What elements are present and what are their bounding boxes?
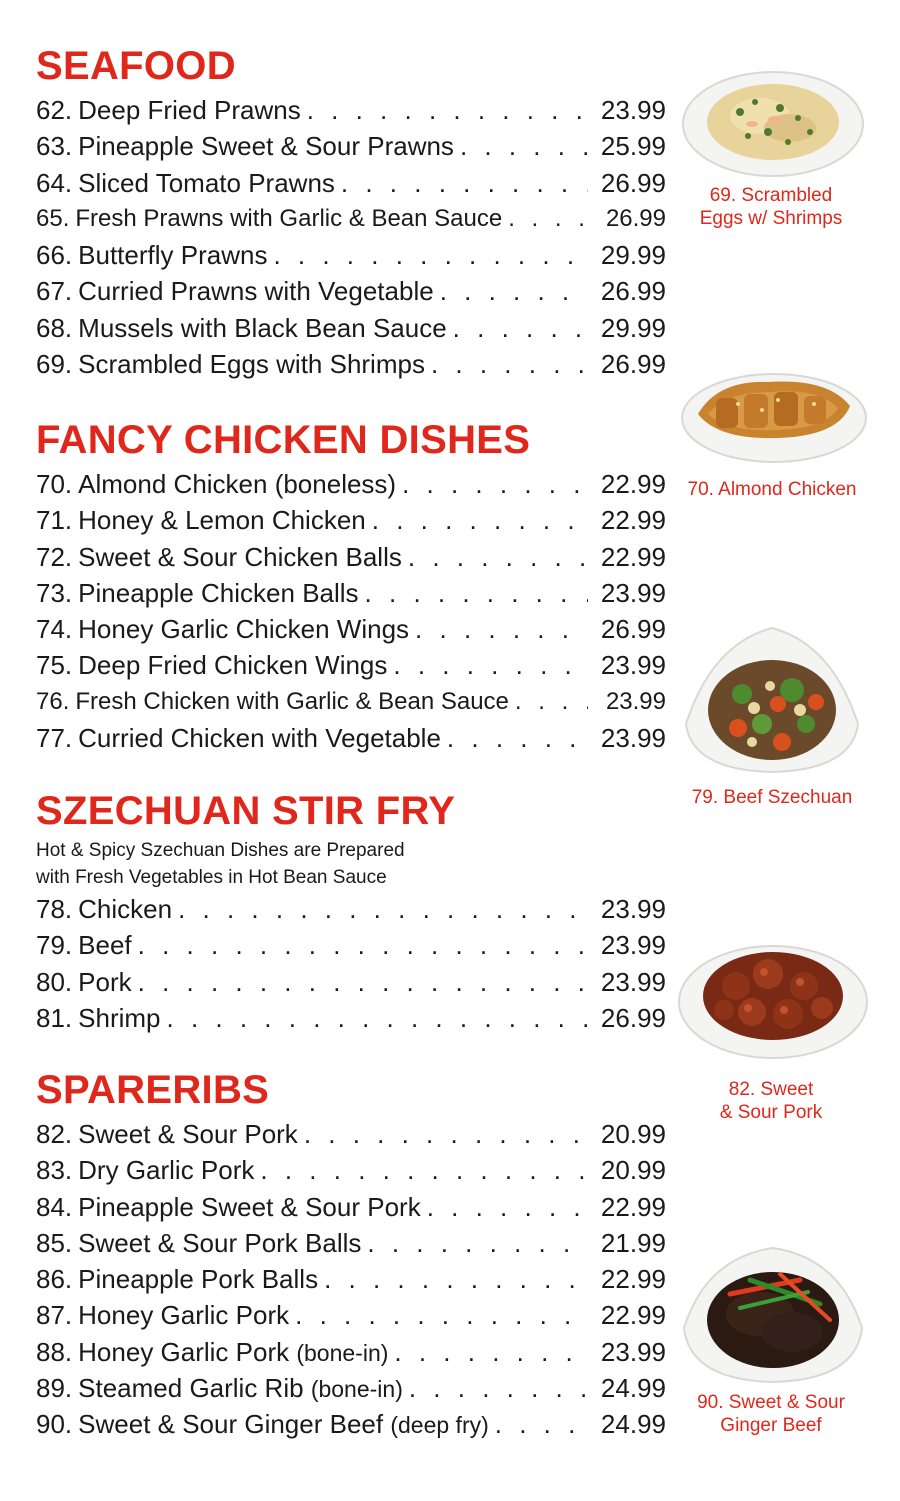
item-number: 82. <box>36 1119 73 1149</box>
menu-item <box>36 1000 666 1036</box>
item-price: 22.99 <box>600 505 666 536</box>
item-price: 29.99 <box>600 312 666 343</box>
item-number: 77. <box>36 723 73 754</box>
item-number: 85. <box>36 1227 73 1258</box>
section-seafood <box>36 40 666 382</box>
item-price: 23.99 <box>600 966 666 997</box>
menu-item <box>36 1334 666 1370</box>
item-note: (deep fry) <box>390 1412 489 1439</box>
item-price: 23.99 <box>600 930 666 961</box>
item-number: 63. <box>36 131 73 162</box>
photo-caption <box>671 1391 871 1437</box>
item-note: (bone-in) <box>296 1339 389 1366</box>
item-price: 22.99 <box>600 1264 666 1295</box>
item-name-text: Honey Garlic Pork <box>78 1300 290 1331</box>
item-name: Curried Chicken with Vegetable <box>78 723 441 754</box>
item-name: Pineapple Chicken Balls <box>78 577 359 608</box>
item-number: 88. <box>36 1336 73 1367</box>
item-price: 29.99 <box>600 240 666 271</box>
item-price: 24.99 <box>600 1373 666 1404</box>
item-name-text: Pineapple Sweet & Sour Pork <box>78 1191 421 1222</box>
item-price: 23.99 <box>600 723 666 754</box>
menu-item <box>36 611 666 647</box>
item-name: Fresh Chicken with Garlic & Bean Sauce <box>75 687 509 715</box>
menu-item <box>36 720 666 756</box>
dot-leader <box>515 684 588 720</box>
item-price: 26.99 <box>605 204 666 232</box>
item-name <box>78 1297 289 1333</box>
caption-line: Eggs w/ Shrimps <box>699 208 843 229</box>
menu-item <box>36 237 666 273</box>
item-number: 76. <box>36 687 70 715</box>
dot-leader <box>440 273 588 309</box>
menu-item <box>36 128 666 164</box>
menu-item <box>36 1116 666 1152</box>
dot-leader <box>508 201 588 237</box>
item-number: 62. <box>36 95 73 125</box>
description-line: with Fresh Vegetables in Hot Bean Sauce <box>36 867 387 888</box>
item-name <box>78 1189 421 1225</box>
item-price: 22.99 <box>600 1300 666 1331</box>
item-number: 75. <box>36 650 73 681</box>
item-name: Curried Prawns with Vegetable <box>78 276 434 307</box>
item-number: 80. <box>36 966 73 997</box>
item-price: 23.99 <box>605 687 666 715</box>
menu-item <box>36 165 666 201</box>
item-number: 68. <box>36 312 73 343</box>
section-title: SZECHUAN STIR FRY <box>36 789 456 833</box>
item-number: 67. <box>36 276 73 307</box>
menu-item <box>36 1189 666 1225</box>
menu-item <box>36 1297 666 1333</box>
menu-list <box>36 466 666 756</box>
dot-leader <box>138 927 588 963</box>
menu-item <box>36 1225 666 1261</box>
item-name: Pork <box>78 966 132 997</box>
item-name <box>78 1225 361 1261</box>
item-name: Fresh Prawns with Garlic & Bean Sauce <box>75 204 503 232</box>
item-price: 20.99 <box>600 1155 666 1186</box>
item-number: 84. <box>36 1191 73 1222</box>
item-name: Scrambled Eggs with Shrimps <box>78 349 425 380</box>
item-name-text: Sweet & Sour Pork Balls <box>78 1227 362 1258</box>
item-price: 20.99 <box>600 1119 666 1149</box>
item-name <box>78 1406 489 1443</box>
menu-item <box>36 466 666 502</box>
item-price: 23.99 <box>600 650 666 681</box>
item-number: 90. <box>36 1409 73 1440</box>
item-price: 25.99 <box>600 131 666 162</box>
dot-leader <box>393 647 588 683</box>
photo-caption <box>671 184 871 230</box>
item-name: Pineapple Sweet & Sour Prawns <box>78 131 454 162</box>
dot-leader <box>402 466 588 502</box>
item-number: 65. <box>36 204 70 232</box>
item-name-text: Dry Garlic Pork <box>78 1155 255 1186</box>
item-number: 70. <box>36 469 73 499</box>
item-name-text: Steamed Garlic Rib <box>78 1373 304 1404</box>
menu-item <box>36 310 666 346</box>
item-price: 26.99 <box>600 1002 666 1033</box>
dot-leader <box>178 891 588 927</box>
section-title: SEAFOOD <box>36 44 236 88</box>
menu-list <box>36 1116 666 1443</box>
item-number: 72. <box>36 541 73 572</box>
item-name <box>78 1261 318 1297</box>
dot-leader <box>408 539 588 575</box>
item-name: Deep Fried Chicken Wings <box>78 650 388 681</box>
item-price: 26.99 <box>600 167 666 198</box>
dot-leader <box>324 1261 588 1297</box>
dot-leader <box>394 1334 588 1370</box>
item-number: 73. <box>36 577 73 608</box>
caption-line: 82. Sweet <box>728 1079 814 1100</box>
menu-item <box>36 502 666 538</box>
dot-leader <box>341 165 588 201</box>
dot-leader <box>427 1189 588 1225</box>
item-name: Shrimp <box>78 1002 161 1033</box>
item-name: Butterfly Prawns <box>78 240 268 271</box>
menu-item <box>36 1370 666 1406</box>
item-price: 22.99 <box>600 1191 666 1222</box>
menu-item <box>36 647 666 683</box>
food-photo-scrambled-eggs <box>680 62 866 180</box>
item-price: 23.99 <box>600 894 666 924</box>
item-number: 74. <box>36 614 73 645</box>
item-price: 26.99 <box>600 349 666 380</box>
item-name <box>78 1152 254 1188</box>
menu-item <box>36 891 666 927</box>
dot-leader <box>495 1406 588 1442</box>
dot-leader <box>167 1000 588 1036</box>
dot-leader <box>431 346 588 382</box>
section-description <box>36 837 666 891</box>
item-number: 69. <box>36 349 73 380</box>
item-name: Honey Garlic Chicken Wings <box>78 614 410 645</box>
item-name-text: Pineapple Pork Balls <box>78 1264 319 1295</box>
item-price: 23.99 <box>600 95 666 125</box>
menu-list <box>36 891 666 1036</box>
item-name: Almond Chicken (boneless) <box>78 469 397 499</box>
caption-line: 90. Sweet & Sour <box>697 1392 845 1413</box>
food-photo-ginger-beef <box>680 1244 866 1384</box>
item-name-text: Honey Garlic Pork <box>78 1336 290 1367</box>
dot-leader <box>372 502 588 538</box>
dot-leader <box>260 1152 588 1188</box>
section-spareribs <box>36 1064 666 1443</box>
item-number: 78. <box>36 894 73 924</box>
item-name: Deep Fried Prawns <box>78 95 301 125</box>
dot-leader <box>409 1370 588 1406</box>
menu-item <box>36 575 666 611</box>
item-name: Mussels with Black Bean Sauce <box>78 312 447 343</box>
item-number: 86. <box>36 1264 73 1295</box>
photo-caption <box>672 786 872 809</box>
dot-leader <box>460 128 588 164</box>
item-name <box>78 1116 298 1152</box>
menu-item <box>36 1406 666 1442</box>
item-number: 81. <box>36 1002 73 1033</box>
menu-list <box>36 92 666 382</box>
item-number: 66. <box>36 240 73 271</box>
item-price: 22.99 <box>600 541 666 572</box>
menu-item <box>36 964 666 1000</box>
dot-leader <box>453 310 588 346</box>
menu-item <box>36 1261 666 1297</box>
dot-leader <box>273 237 588 273</box>
item-name <box>78 1370 403 1407</box>
item-number: 71. <box>36 505 73 536</box>
item-price: 24.99 <box>600 1409 666 1440</box>
menu-item <box>36 1152 666 1188</box>
item-number: 64. <box>36 167 73 198</box>
food-photo-beef-szechuan <box>682 624 862 776</box>
caption-line: 69. Scrambled <box>709 185 833 206</box>
dot-leader <box>307 92 588 128</box>
item-name: Sliced Tomato Prawns <box>78 167 335 198</box>
caption-line: & Sour Pork <box>719 1102 823 1123</box>
caption-line: 79. Beef Szechuan <box>691 787 853 808</box>
photo-caption <box>671 1078 871 1124</box>
caption-line: Ginger Beef <box>720 1415 822 1436</box>
item-name: Beef <box>78 930 132 961</box>
item-price: 23.99 <box>600 577 666 608</box>
item-price: 26.99 <box>600 614 666 645</box>
dot-leader <box>304 1116 588 1152</box>
menu-item <box>36 684 666 720</box>
caption-line: 70. Almond Chicken <box>687 479 857 500</box>
menu-item <box>36 201 666 237</box>
item-name: Sweet & Sour Chicken Balls <box>78 541 402 572</box>
section-szechuan <box>36 785 666 1036</box>
dot-leader <box>138 964 588 1000</box>
item-price: 26.99 <box>600 276 666 307</box>
food-photo-almond-chicken <box>678 358 870 468</box>
item-note: (bone-in) <box>310 1376 403 1403</box>
section-fancy-chicken <box>36 414 666 756</box>
item-price: 22.99 <box>600 469 666 499</box>
item-number: 83. <box>36 1155 73 1186</box>
item-number: 89. <box>36 1373 73 1404</box>
item-price: 23.99 <box>600 1336 666 1367</box>
item-name-text: Sweet & Sour Ginger Beef <box>78 1409 384 1440</box>
dot-leader <box>415 611 588 647</box>
item-name-text: Sweet & Sour Pork <box>78 1119 298 1149</box>
section-title: FANCY CHICKEN DISHES <box>36 418 531 462</box>
menu-item <box>36 539 666 575</box>
item-name: Chicken <box>78 894 173 924</box>
dot-leader <box>295 1297 588 1333</box>
item-number: 87. <box>36 1300 73 1331</box>
food-photo-sweet-sour-pork <box>676 930 870 1062</box>
photo-caption <box>672 478 872 501</box>
dot-leader <box>367 1225 588 1261</box>
menu-item <box>36 92 666 128</box>
description-line: Hot & Spicy Szechuan Dishes are Prepared <box>36 840 405 861</box>
section-title: SPARERIBS <box>36 1068 270 1112</box>
item-name: Honey & Lemon Chicken <box>78 505 366 536</box>
dot-leader <box>447 720 588 756</box>
menu-item <box>36 346 666 382</box>
item-price: 21.99 <box>600 1227 666 1258</box>
item-name <box>78 1334 388 1371</box>
menu-item <box>36 927 666 963</box>
menu-item <box>36 273 666 309</box>
item-number: 79. <box>36 930 73 961</box>
dot-leader <box>365 575 588 611</box>
